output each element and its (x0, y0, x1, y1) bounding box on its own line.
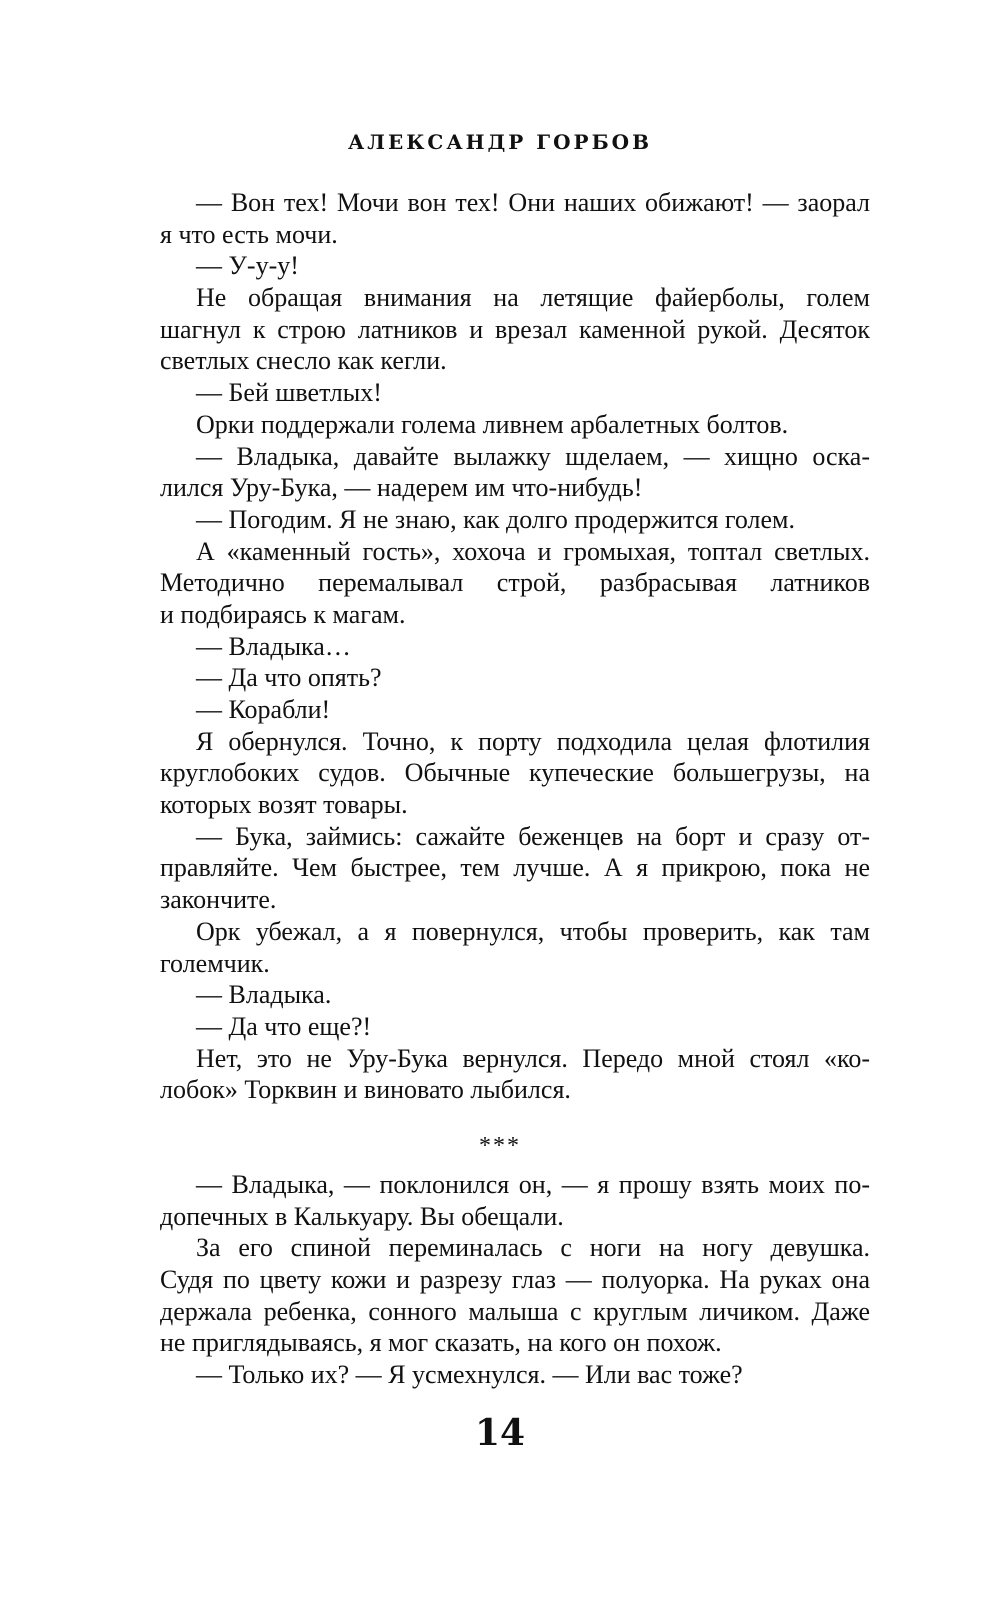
text-line: — Бука, займись: сажайте беженцев на борт и сразу от- (196, 821, 870, 851)
text-line: держала ребенка, сонного малыша с круглым личиком. Даже (160, 1296, 870, 1326)
text-line: — Только их? — Я усмехнулся. — Или вас тоже? (196, 1360, 743, 1390)
text-line: Методично перемалывал строй, разбрасывая латников (160, 568, 870, 598)
text-line: Нет, это не Уру-Бука вернулся. Передо мной стоял «ко- (196, 1043, 870, 1073)
text-line: — Погодим. Я не знаю, как долго продержится голем. (196, 504, 796, 534)
text-line: Орк убежал, а я повернулся, чтобы проверить, как там (196, 916, 870, 946)
text-line: — Владыка… (196, 631, 351, 661)
text-line: правляйте. Чем быстрее, тем лучше. А я прикрою, пока не (160, 853, 870, 883)
text-line: — Бей шветлых! (196, 378, 382, 408)
text-line: Я обернулся. Точно, к порту подходила целая флотилия (196, 726, 870, 756)
text-block-main (160, 187, 870, 1106)
text-line: и подбираясь к магам. (160, 599, 406, 629)
text-line: лобок» Торквин и виновато лыбился. (160, 1075, 571, 1105)
text-line: допечных в Калькуару. Вы обещали. (160, 1201, 564, 1231)
text-line: Орки поддержали голема ливнем арбалетных болтов. (196, 409, 789, 439)
text-line: Судя по цвету кожи и разрезу глаз — полуорка. На руках она (160, 1265, 870, 1295)
text-line: — Да что опять? (196, 663, 382, 693)
running-head-author: АЛЕКСАНДР ГОРБОВ (348, 130, 652, 154)
text-line: светлых снесло как кегли. (160, 346, 447, 376)
text-line: Не обращая внимания на летящие файерболы, голем (196, 283, 870, 313)
text-line: А «каменный гость», хохоча и громыхая, топтал светлых. (196, 536, 870, 566)
text-line: — Владыка. (196, 980, 332, 1010)
text-line: круглобоких судов. Обычные купеческие большегрузы, на (160, 758, 870, 788)
text-line: — Вон тех! Мочи вон тех! Они наших обижают! — заорал (196, 188, 870, 217)
text-line: закончите. (160, 885, 277, 915)
text-line: не приглядываясь, я мог сказать, на кого он похож. (160, 1328, 722, 1358)
text-line: големчик. (160, 948, 270, 978)
text-line: которых возят товары. (160, 790, 408, 820)
text-line: За его спиной переминалась с ноги на ногу девушка. (196, 1233, 870, 1263)
page-number: 14 (474, 1412, 526, 1454)
text-line: шагнул к строю латников и врезал каменной рукой. Десяток (160, 314, 870, 344)
text-line: я что есть мочи. (160, 219, 338, 249)
text-line: — Да что еще?! (196, 1011, 372, 1041)
text-line: — У-у-у! (196, 251, 299, 281)
text-block-after-break (160, 1169, 870, 1391)
text-line: — Владыка, давайте вылажку шделаем, — хищно оска- (196, 441, 870, 471)
text-line: — Владыка, — поклонился он, — я прошу взять моих по- (196, 1170, 870, 1199)
scene-break-asterisks: *** (479, 1133, 521, 1159)
text-line: — Корабли! (196, 695, 331, 724)
text-line: лился Уру-Бука, — надерем им что-нибудь! (160, 473, 643, 503)
